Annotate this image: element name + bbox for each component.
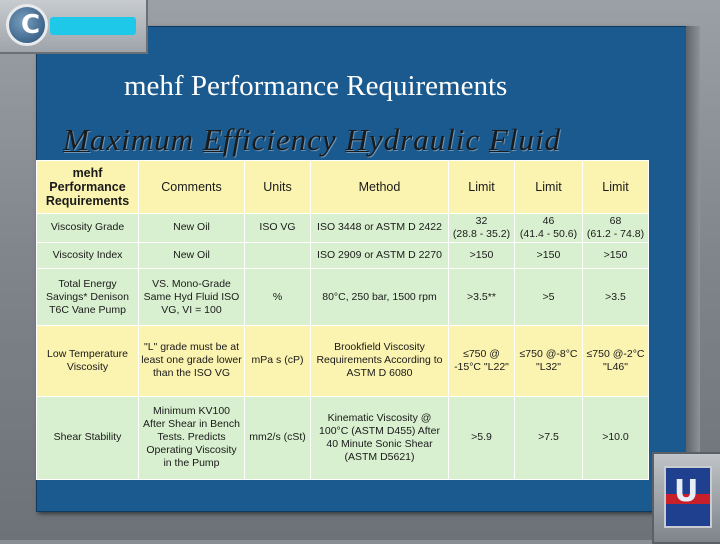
table-header-cell: Units xyxy=(245,161,311,214)
table-cell: >10.0 xyxy=(583,396,649,479)
table-cell: Minimum KV100 After Shear in Bench Tests. Predicts Operating Viscosity in the Pump xyxy=(139,396,245,479)
table-header-cell: Limit xyxy=(583,161,649,214)
table-header-cell: Limit xyxy=(515,161,583,214)
table-cell: Total Energy Savings* Denison T6C Vane Pump xyxy=(37,269,139,326)
table-cell: VS. Mono-Grade Same Hyd Fluid ISO VG, VI = 100 xyxy=(139,269,245,326)
table-row xyxy=(37,396,649,479)
table-row xyxy=(37,213,649,242)
table-cell: ≤750 @ -15°C "L22" xyxy=(449,326,515,397)
logo-badge xyxy=(0,0,148,54)
table-cell: ≤750 @-8°C "L32" xyxy=(515,326,583,397)
table-cell: >3.5 xyxy=(583,269,649,326)
table-cell: >150 xyxy=(449,243,515,269)
slide-subtitle xyxy=(63,122,561,158)
table-cell: >3.5** xyxy=(449,269,515,326)
table-cell: >150 xyxy=(515,243,583,269)
subtitle-word: Fluid xyxy=(488,122,562,157)
table-row xyxy=(37,243,649,269)
table-cell: ISO 2909 or ASTM D 2270 xyxy=(311,243,449,269)
table-cell: 80°C, 250 bar, 1500 rpm xyxy=(311,269,449,326)
subtitle-word: Efficiency xyxy=(202,122,337,157)
table-cell: % xyxy=(245,269,311,326)
table-row xyxy=(37,326,649,397)
logo-bar xyxy=(50,17,136,35)
table-row xyxy=(37,269,649,326)
university-emblem-icon: U xyxy=(652,452,720,544)
table-cell: Shear Stability xyxy=(37,396,139,479)
table-cell: Viscosity Index xyxy=(37,243,139,269)
table-cell xyxy=(245,243,311,269)
logo-circle-icon: C xyxy=(6,4,48,46)
table-cell: mm2/s (cSt) xyxy=(245,396,311,479)
table-cell: mPa s (cP) xyxy=(245,326,311,397)
table-cell: >150 xyxy=(583,243,649,269)
slide-title: mehf Performance Requirements xyxy=(124,70,508,102)
table-cell: New Oil xyxy=(139,213,245,242)
table-header-cell: Limit xyxy=(449,161,515,214)
table-cell: New Oil xyxy=(139,243,245,269)
table-cell: ≤750 @-2°C "L46" xyxy=(583,326,649,397)
table-cell: Low Temperature Viscosity xyxy=(37,326,139,397)
table-cell: >5.9 xyxy=(449,396,515,479)
table-header-cell: mehf Performance Requirements xyxy=(37,161,139,214)
table-header-row xyxy=(37,161,649,214)
table-cell: 32 (28.8 - 35.2) xyxy=(449,213,515,242)
subtitle-word: Hydraulic xyxy=(345,122,481,157)
table-cell: ISO VG xyxy=(245,213,311,242)
table-cell: >5 xyxy=(515,269,583,326)
table-header-cell: Method xyxy=(311,161,449,214)
table-cell: 68 (61.2 - 74.8) xyxy=(583,213,649,242)
table-cell: >7.5 xyxy=(515,396,583,479)
requirements-table-wrapper xyxy=(36,160,648,480)
subtitle-word: Maximum xyxy=(63,122,194,157)
panel-edge xyxy=(686,26,700,510)
table-cell: Brookfield Viscosity Requirements According to ASTM D 6080 xyxy=(311,326,449,397)
table-cell: ISO 3448 or ASTM D 2422 xyxy=(311,213,449,242)
table-cell: 46 (41.4 - 50.6) xyxy=(515,213,583,242)
table-header-cell: Comments xyxy=(139,161,245,214)
table-cell: Kinematic Viscosity @ 100°C (ASTM D455) After 40 Minute Sonic Shear (ASTM D5621) xyxy=(311,396,449,479)
table-cell: "L" grade must be at least one grade lower than the ISO VG xyxy=(139,326,245,397)
requirements-table xyxy=(36,160,649,480)
table-cell: Viscosity Grade xyxy=(37,213,139,242)
